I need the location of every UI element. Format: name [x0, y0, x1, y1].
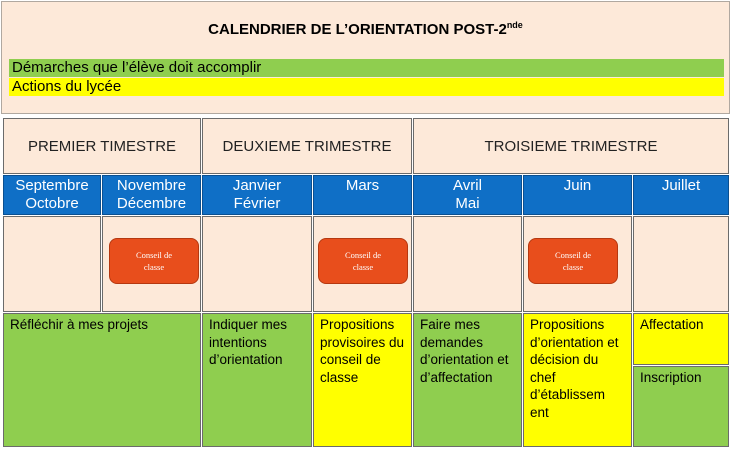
month-line1: Juin	[563, 177, 592, 194]
month-nov-dec	[102, 175, 201, 215]
trimester-1: PREMIER TIMESTRE	[3, 118, 201, 174]
cell-sept-oct	[3, 216, 101, 312]
legend-yellow: Actions du lycée	[9, 78, 724, 96]
month-line1: Avril	[453, 177, 482, 194]
month-avr-mai	[413, 175, 522, 215]
conseil-de-classe-badge	[318, 238, 408, 284]
action-propositions-provisoires: Propositions provisoires du conseil de classe	[313, 313, 412, 447]
month-line1: Juillet	[661, 177, 701, 194]
action-reflechir: Réfléchir à mes projets	[3, 313, 201, 447]
action-inscription: Inscription	[633, 366, 729, 447]
header-box	[1, 1, 730, 114]
cell-juillet	[633, 216, 729, 312]
title-text: CALENDRIER DE L’ORIENTATION POST-2	[208, 21, 507, 38]
action-affectation: Affectation	[633, 313, 729, 365]
action-propositions-decision: Propositions d’orientation et décision du chef d’établissem ent	[523, 313, 632, 447]
month-line2: Décembre	[116, 195, 187, 212]
title-superscript: nde	[506, 20, 523, 30]
month-line2: Février	[233, 195, 281, 212]
page-title	[0, 20, 731, 38]
cell-jan-feb	[202, 216, 312, 312]
action-demandes-orientation: Faire mes demandes d’orientation et d’affectation	[413, 313, 522, 447]
month-line2: Octobre	[25, 195, 79, 212]
month-line1: Novembre	[116, 177, 187, 194]
month-juillet	[633, 175, 729, 215]
badge-line1: Conseil de	[135, 250, 173, 260]
action-indiquer-intentions: Indiquer mes intentions d’orientation	[202, 313, 312, 447]
badge-line2: classe	[143, 262, 165, 272]
month-juin	[523, 175, 632, 215]
cell-avr-mai	[413, 216, 522, 312]
badge-line2: classe	[562, 262, 584, 272]
badge-line2: classe	[352, 262, 374, 272]
month-mars	[313, 175, 412, 215]
month-line2: Mai	[455, 195, 480, 212]
trimester-2: DEUXIEME TRIMESTRE	[202, 118, 412, 174]
badge-line1: Conseil de	[344, 250, 382, 260]
conseil-de-classe-badge	[528, 238, 618, 284]
month-line1: Septembre	[15, 177, 89, 194]
badge-line1: Conseil de	[554, 250, 592, 260]
conseil-de-classe-badge	[109, 238, 199, 284]
month-sept-oct	[3, 175, 101, 215]
month-jan-feb	[202, 175, 312, 215]
month-line1: Mars	[345, 177, 380, 194]
month-line1: Janvier	[232, 177, 282, 194]
trimester-3: TROISIEME TRIMESTRE	[413, 118, 729, 174]
legend-green: Démarches que l’élève doit accomplir	[9, 59, 724, 77]
